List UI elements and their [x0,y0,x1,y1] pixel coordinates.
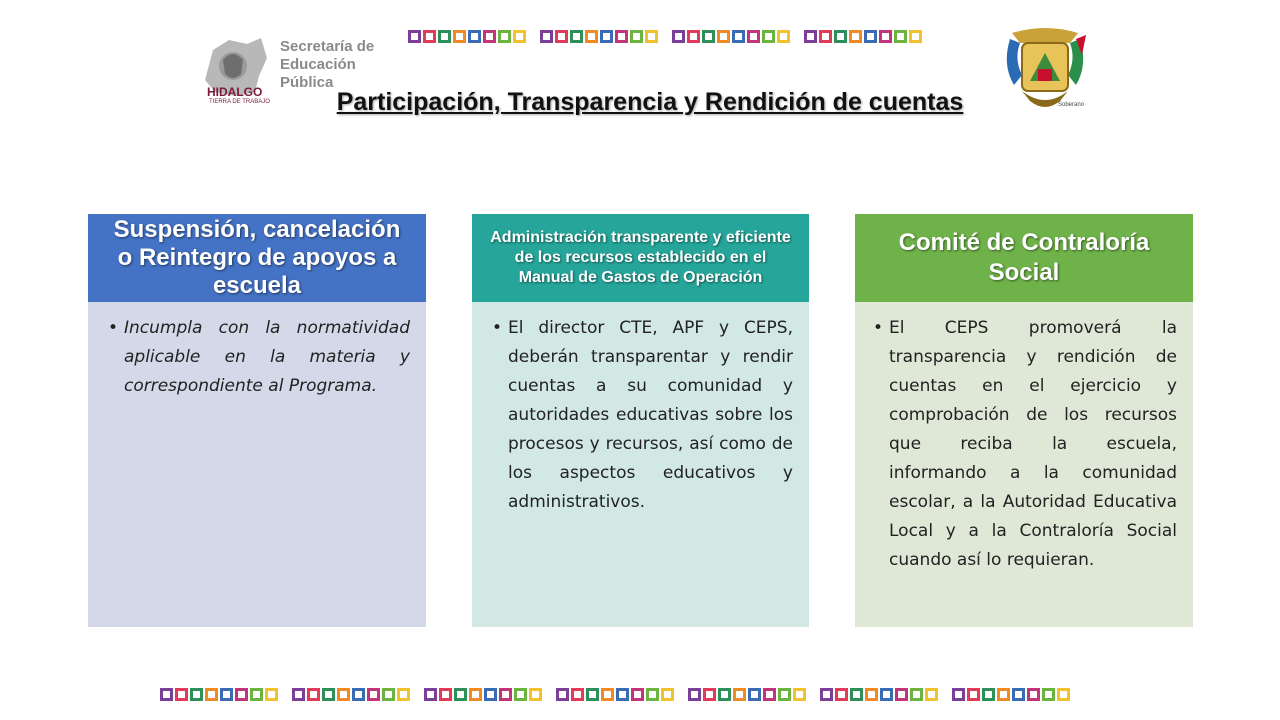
stripe-gap [808,688,818,701]
sep-name [280,38,374,92]
coat-caption: Soberano [1058,102,1085,108]
stripe-square [265,688,278,701]
stripe-square [1012,688,1025,701]
stripe-square [952,688,965,701]
stripe-square [630,30,643,43]
stripe-square [925,688,938,701]
stripe-square [819,30,832,43]
stripe-square [382,688,395,701]
stripe-square [717,30,730,43]
stripe-square [777,30,790,43]
stripe-square [631,688,644,701]
stripe-square [747,30,760,43]
stripe-square [895,688,908,701]
stripe-square [586,688,599,701]
stripe-square [408,30,421,43]
card-suspension-bullet: • Incumpla con la normatividad aplicable en la materia y correspondiente al Programa. [108,314,410,401]
stripe-gap [660,30,670,43]
stripe-square [468,30,481,43]
stripe-square [250,688,263,701]
stripe-square [513,30,526,43]
card-contraloria-heading: Comité de Contraloría Social [855,214,1193,302]
stripe-square [337,688,350,701]
stripe-square [307,688,320,701]
stripe-square [322,688,335,701]
stripe-square [555,30,568,43]
stripe-square [967,688,980,701]
card-suspension [88,214,426,627]
bottom-decorative-stripe [160,688,1070,701]
page-title: Participación, Transparencia y Rendición de cuentas [336,88,964,116]
stripe-square [910,688,923,701]
stripe-gap [528,30,538,43]
card-administracion-body [472,302,809,627]
stripe-square [820,688,833,701]
stripe-square [732,30,745,43]
stripe-square [835,688,848,701]
stripe-gap [544,688,554,701]
stripe-square [703,688,716,701]
stripe-square [615,30,628,43]
stripe-square [1042,688,1055,701]
stripe-gap [792,30,802,43]
stripe-square [529,688,542,701]
stripe-square [585,30,598,43]
card-administracion-list [492,314,793,517]
top-decorative-stripe [408,30,922,43]
stripe-gap [676,688,686,701]
stripe-gap [940,688,950,701]
sep-line-2: Educación [280,56,356,73]
stripe-gap [280,688,290,701]
card-administracion-heading: Administración transparente y eficiente de los recursos establecido en el Manual de Gastos de Operación [472,214,809,302]
stripe-square [762,30,775,43]
card-administracion-bullet: • El director CTE, APF y CEPS, deberán transparentar y rendir cuentas a su comunidad y autoridades educativas sobre los procesos y recursos, así como de los aspectos educativos y administrativos. [492,314,793,517]
stripe-square [160,688,173,701]
stripe-square [616,688,629,701]
stripe-square [498,30,511,43]
stripe-square [646,688,659,701]
stripe-square [514,688,527,701]
stripe-square [880,688,893,701]
stripe-square [894,30,907,43]
stripe-square [367,688,380,701]
card-contraloria-bullet: • El CEPS promoverá la transparencia y rendición de cuentas en el ejercicio y comprobación de los recursos que reciba la escuela, informando a la comunidad escolar, a la Autoridad Educativa Local y a la Contraloría Social cuando así lo requieran. [873,314,1177,575]
stripe-square [982,688,995,701]
stripe-square [453,30,466,43]
stripe-square [190,688,203,701]
stripe-square [235,688,248,701]
stripe-square [763,688,776,701]
card-contraloria-body [855,302,1193,627]
stripe-square [997,688,1010,701]
stripe-square [1057,688,1070,701]
stripe-square [733,688,746,701]
stripe-square [499,688,512,701]
stripe-square [601,688,614,701]
card-contraloria-list [873,314,1177,575]
stripe-square [570,30,583,43]
stripe-square [718,688,731,701]
stripe-square [540,30,553,43]
stripe-square [748,688,761,701]
stripe-square [469,688,482,701]
stripe-square [834,30,847,43]
stripe-square [865,688,878,701]
stripe-square [220,688,233,701]
stripe-square [778,688,791,701]
stripe-square [702,30,715,43]
stripe-square [850,688,863,701]
stripe-square [672,30,685,43]
sep-line-1: Secretaría de [280,38,375,55]
stripe-square [352,688,365,701]
stripe-square [793,688,806,701]
stripe-square [661,688,674,701]
stripe-square [556,688,569,701]
stripe-square [879,30,892,43]
stripe-square [909,30,922,43]
stripe-square [423,30,436,43]
stripe-square [688,688,701,701]
stripe-square [687,30,700,43]
stripe-square [424,688,437,701]
stripe-square [397,688,410,701]
card-contraloria [855,214,1193,627]
stripe-square [645,30,658,43]
sep-line-3: Pública [280,74,334,91]
stripe-square [439,688,452,701]
card-administracion [472,214,809,627]
hidalgo-tagline: TIERRA DE TRABAJO [209,99,270,105]
stripe-square [849,30,862,43]
card-suspension-body [88,302,426,627]
stripe-gap [412,688,422,701]
stripe-square [571,688,584,701]
card-suspension-list [108,314,410,401]
stripe-square [292,688,305,701]
stripe-square [1027,688,1040,701]
hidalgo-wordmark: HIDALGO [207,85,263,99]
stripe-square [600,30,613,43]
stripe-square [454,688,467,701]
stripe-square [175,688,188,701]
stripe-square [205,688,218,701]
stripe-square [483,30,496,43]
stripe-square [484,688,497,701]
card-suspension-heading: Suspensión, cancelación o Reintegro de apoyos a escuela [88,214,426,302]
stripe-square [438,30,451,43]
stripe-square [804,30,817,43]
stripe-square [864,30,877,43]
